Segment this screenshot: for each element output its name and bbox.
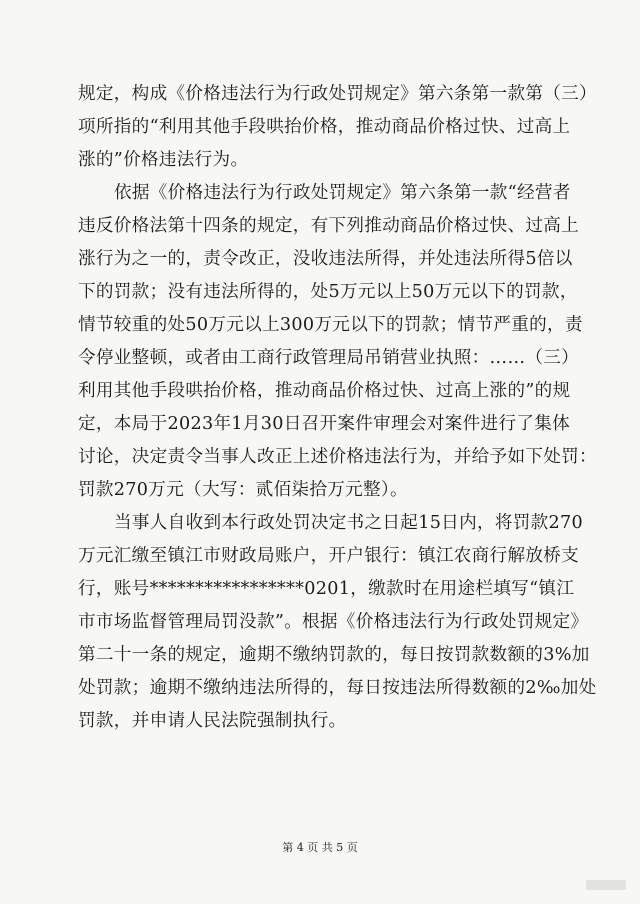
text-line: 利用其他手段哄抬价格，推动商品价格过快、过高上涨的”的规 bbox=[78, 381, 571, 401]
text-line: 令停业整顿，或者由工商行政管理局吊销营业执照：……（三） bbox=[78, 348, 580, 368]
text-line: 下的罚款；没有违法所得的，处5万元以上50万元以下的罚款， bbox=[78, 282, 578, 302]
watermark-icon bbox=[586, 880, 626, 890]
text-line: 当事人自收到本行政处罚决定书之日起15日内，将罚款270 bbox=[114, 513, 584, 533]
text-line: 涨的”价格违法行为。 bbox=[78, 150, 249, 170]
text-line: 市市场监督管理局罚没款”。根据《价格违法行为行政处罚规定》 bbox=[78, 612, 589, 632]
text-line: 罚款270万元（大写：贰佰柒拾万元整）。 bbox=[78, 480, 408, 500]
text-line: 行，账号*****************0201，缴款时在用途栏填写“镇江 bbox=[78, 579, 575, 599]
text-line: 项所指的“利用其他手段哄抬价格，推动商品价格过快、过高上 bbox=[78, 117, 571, 137]
page-number-footer: 第 4 页 共 5 页 bbox=[282, 841, 358, 854]
text-line: 依据《价格违法行为行政处罚规定》第六条第一款“经营者 bbox=[114, 183, 571, 203]
document-body bbox=[78, 78, 597, 738]
text-line: 涨行为之一的，责令改正，没收违法所得，并处违法所得5倍以 bbox=[78, 249, 573, 269]
text-line: 情节较重的处50万元以上300万元以下的罚款；情节严重的，责 bbox=[78, 315, 583, 335]
text-line: 万元汇缴至镇江市财政局账户，开户银行：镇江农商行解放桥支 bbox=[78, 546, 580, 566]
text-line: 规定，构成《价格违法行为行政处罚规定》第六条第一款第（三） bbox=[78, 84, 597, 104]
text-line: 讨论，决定责令当事人改正上述价格违法行为，并给予如下处罚： bbox=[78, 447, 597, 467]
text-line: 处罚款；逾期不缴纳违法所得的，每日按违法所得数额的2‰加处 bbox=[78, 678, 597, 698]
text-line: 第二十一条的规定，逾期不缴纳罚款的，每日按罚款数额的3%加 bbox=[78, 645, 590, 665]
text-line: 罚款，并申请人民法院强制执行。 bbox=[78, 711, 347, 731]
text-line: 违反价格法第十四条的规定，有下列推动商品价格过快、过高上 bbox=[78, 216, 580, 236]
text-line: 定，本局于2023年1月30日召开案件审理会对案件进行了集体 bbox=[78, 414, 571, 434]
